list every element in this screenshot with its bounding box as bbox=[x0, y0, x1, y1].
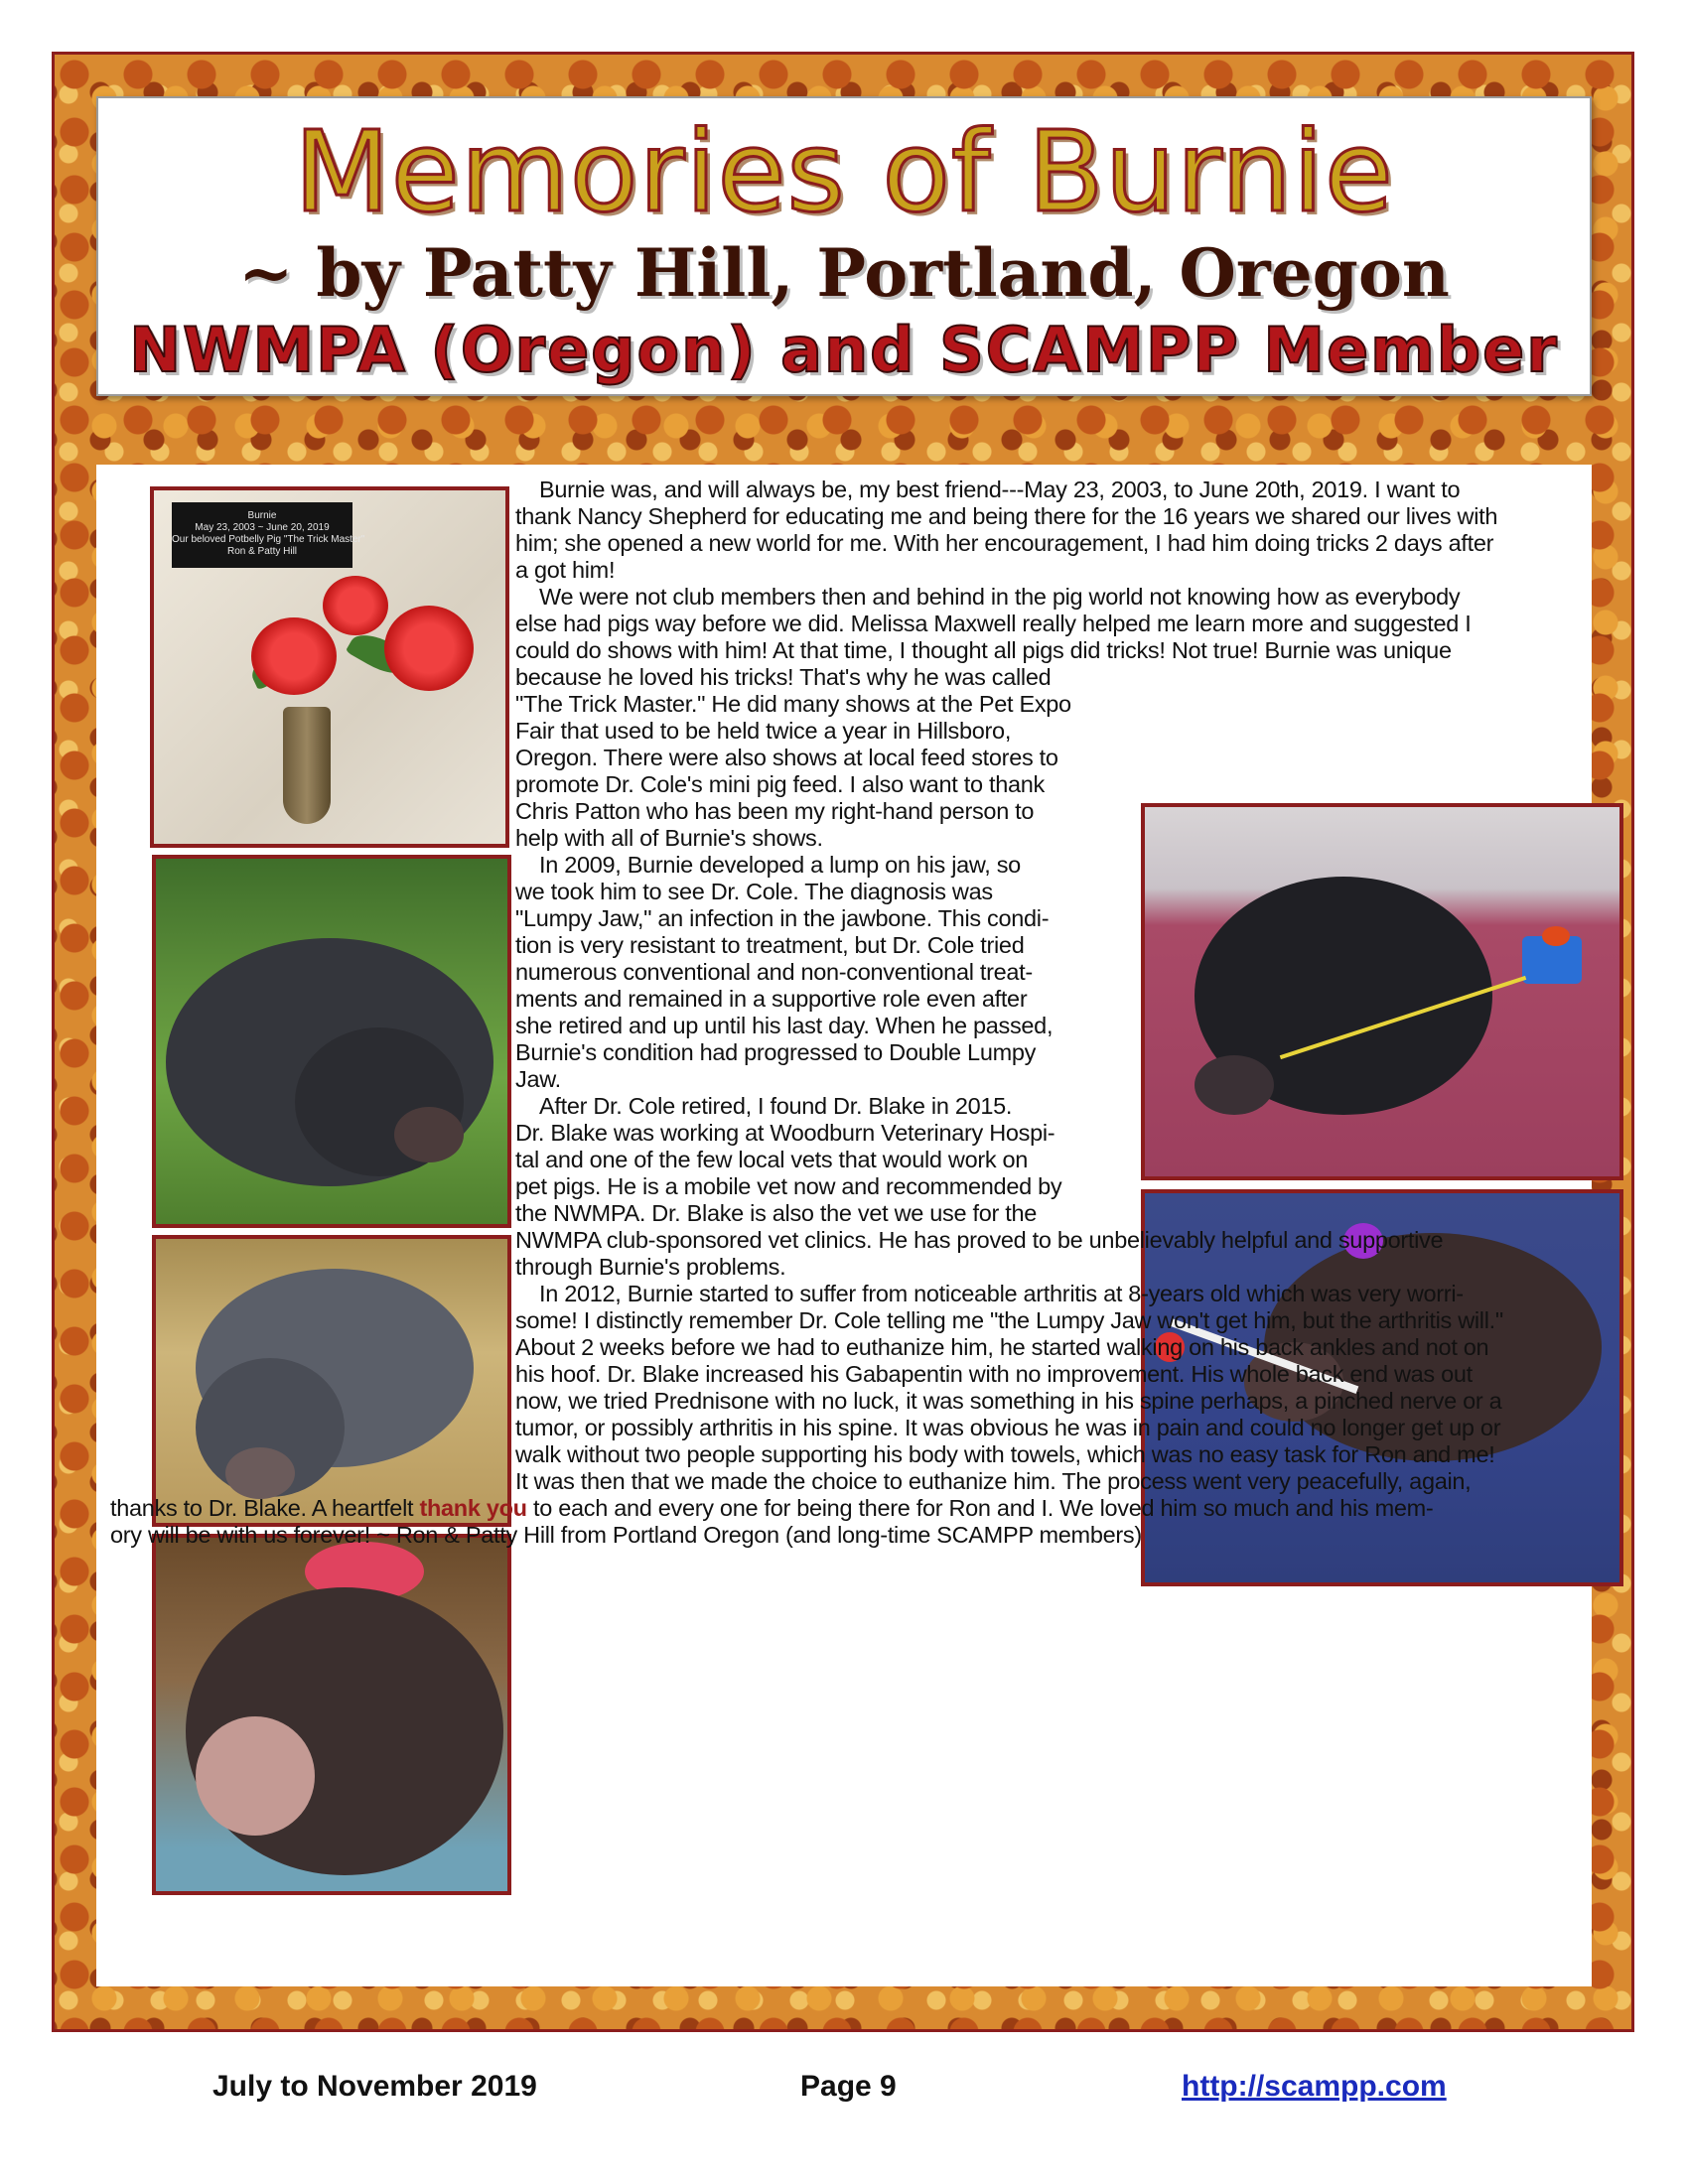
article-line: else had pigs way before we did. Melissa Maxwell really helped me learn more and suggested I bbox=[515, 611, 1472, 636]
page-number: Page 9 bbox=[800, 2070, 897, 2103]
article-line: pet pigs. He is a mobile vet now and recommended by bbox=[515, 1173, 1062, 1199]
thank-you-highlight: thank you bbox=[419, 1495, 527, 1521]
article-line: tal and one of the few local vets that would work on bbox=[515, 1147, 1029, 1172]
article-text bbox=[96, 465, 1592, 1986]
author-byline: ~ by Patty Hill, Portland, Oregon bbox=[238, 234, 1450, 312]
article-line: through Burnie's problems. bbox=[515, 1254, 786, 1280]
page-title: Memories of Burnie bbox=[294, 108, 1394, 237]
article-line: tumor, or possibly arthritis in his spine. It was obvious he was in pain and could no longer get up or bbox=[515, 1415, 1501, 1440]
article-line: ments and remained in a supportive role even after bbox=[515, 986, 1028, 1012]
article-line: she retired and up until his last day. When he passed, bbox=[515, 1013, 1054, 1038]
article-line: Burnie was, and will always be, my best friend---May 23, 2003, to June 20th, 2019. I want to bbox=[539, 477, 1461, 502]
article-line: Oregon. There were also shows at local feed stores to bbox=[515, 745, 1058, 770]
article-line: his hoof. Dr. Blake increased his Gabapentin with no improvement. His whole back end was out bbox=[515, 1361, 1473, 1387]
article-line: Jaw. bbox=[515, 1066, 561, 1092]
article-line: tion is very resistant to treatment, but Dr. Cole tried bbox=[515, 932, 1025, 958]
article-line: because he loved his tricks! That's why he was called bbox=[515, 664, 1052, 690]
article-line: Dr. Blake was working at Woodburn Veterinary Hospi- bbox=[515, 1120, 1055, 1146]
article-line: In 2009, Burnie developed a lump on his jaw, so bbox=[539, 852, 1021, 878]
article-line: In 2012, Burnie started to suffer from noticeable arthritis at 8-years old which was very worri- bbox=[539, 1281, 1464, 1306]
article-line: "The Trick Master." He did many shows at the Pet Expo bbox=[515, 691, 1071, 717]
article-line: numerous conventional and non-conventional treat- bbox=[515, 959, 1033, 985]
article-line: Chris Patton who has been my right-hand person to bbox=[515, 798, 1035, 824]
plaque-line: Our beloved Potbelly Pig "The Trick Master" bbox=[172, 534, 365, 545]
membership-line: NWMPA (Oregon) and SCAMPP Member bbox=[129, 314, 1559, 386]
article-line: a got him! bbox=[515, 557, 616, 583]
website-link[interactable]: http://scampp.com bbox=[1182, 2070, 1447, 2103]
article-line: could do shows with him! At that time, I thought all pigs did tricks! Not true! Burnie was unique bbox=[515, 637, 1452, 663]
article-line: the NWMPA. Dr. Blake is also the vet we use for the bbox=[515, 1200, 1037, 1226]
article-line: him; she opened a new world for me. With her encouragement, I had him doing tricks 2 days after bbox=[515, 530, 1494, 556]
issue-date: July to November 2019 bbox=[212, 2070, 537, 2103]
plaque-line: Ron & Patty Hill bbox=[226, 546, 298, 557]
closing-text: thanks to Dr. Blake. A heartfelt bbox=[110, 1495, 420, 1521]
title-box bbox=[96, 96, 1592, 396]
article-line: It was then that we made the choice to euthanize him. The process went very peacefully, again, bbox=[515, 1468, 1472, 1494]
article-line: promote Dr. Cole's mini pig feed. I also want to thank bbox=[515, 771, 1045, 797]
article-box bbox=[96, 465, 1592, 1986]
article-line: Burnie's condition had progressed to Double Lumpy bbox=[515, 1039, 1037, 1065]
article-line: After Dr. Cole retired, I found Dr. Blake in 2015. bbox=[539, 1093, 1013, 1119]
article-line: "Lumpy Jaw," an infection in the jawbone. This condi- bbox=[515, 905, 1050, 931]
article-line: Fair that used to be held twice a year in Hillsboro, bbox=[515, 718, 1012, 744]
article-line: NWMPA club-sponsored vet clinics. He has proved to be unbelievably helpful and supportive bbox=[515, 1227, 1444, 1253]
autumn-leaf-border bbox=[52, 52, 1634, 2032]
plaque-line: Burnie bbox=[247, 510, 277, 521]
article-line: help with all of Burnie's shows. bbox=[515, 825, 823, 851]
article-line: ory will be with us forever! ~ Ron & Patty Hill from Portland Oregon (and long-time SCAMPP members) bbox=[110, 1522, 1142, 1548]
article-line: We were not club members then and behind in the pig world not knowing how as everybody bbox=[539, 584, 1461, 610]
article-line: we took him to see Dr. Cole. The diagnosis was bbox=[515, 879, 993, 904]
article-line: About 2 weeks before we had to euthanize him, he started walking on his back ankles and not on bbox=[515, 1334, 1489, 1360]
article-line: walk without two people supporting his body with towels, which was no easy task for Ron and me! bbox=[515, 1441, 1495, 1467]
article-line: some! I distinctly remember Dr. Cole telling me "the Lumpy Jaw won't get him, but the arthritis will." bbox=[515, 1307, 1503, 1333]
closing-text: to each and every one for being there for Ron and I. We loved him so much and his mem- bbox=[526, 1495, 1434, 1521]
article-line: thank Nancy Shepherd for educating me and being there for the 16 years we shared our lives with bbox=[515, 503, 1498, 529]
article-line: now, we tried Prednisone with no luck, it was something in his spine perhaps, a pinched nerve or a bbox=[515, 1388, 1502, 1414]
closing-line bbox=[110, 1495, 1588, 1522]
plaque-line: May 23, 2003 ~ June 20, 2019 bbox=[195, 522, 330, 533]
